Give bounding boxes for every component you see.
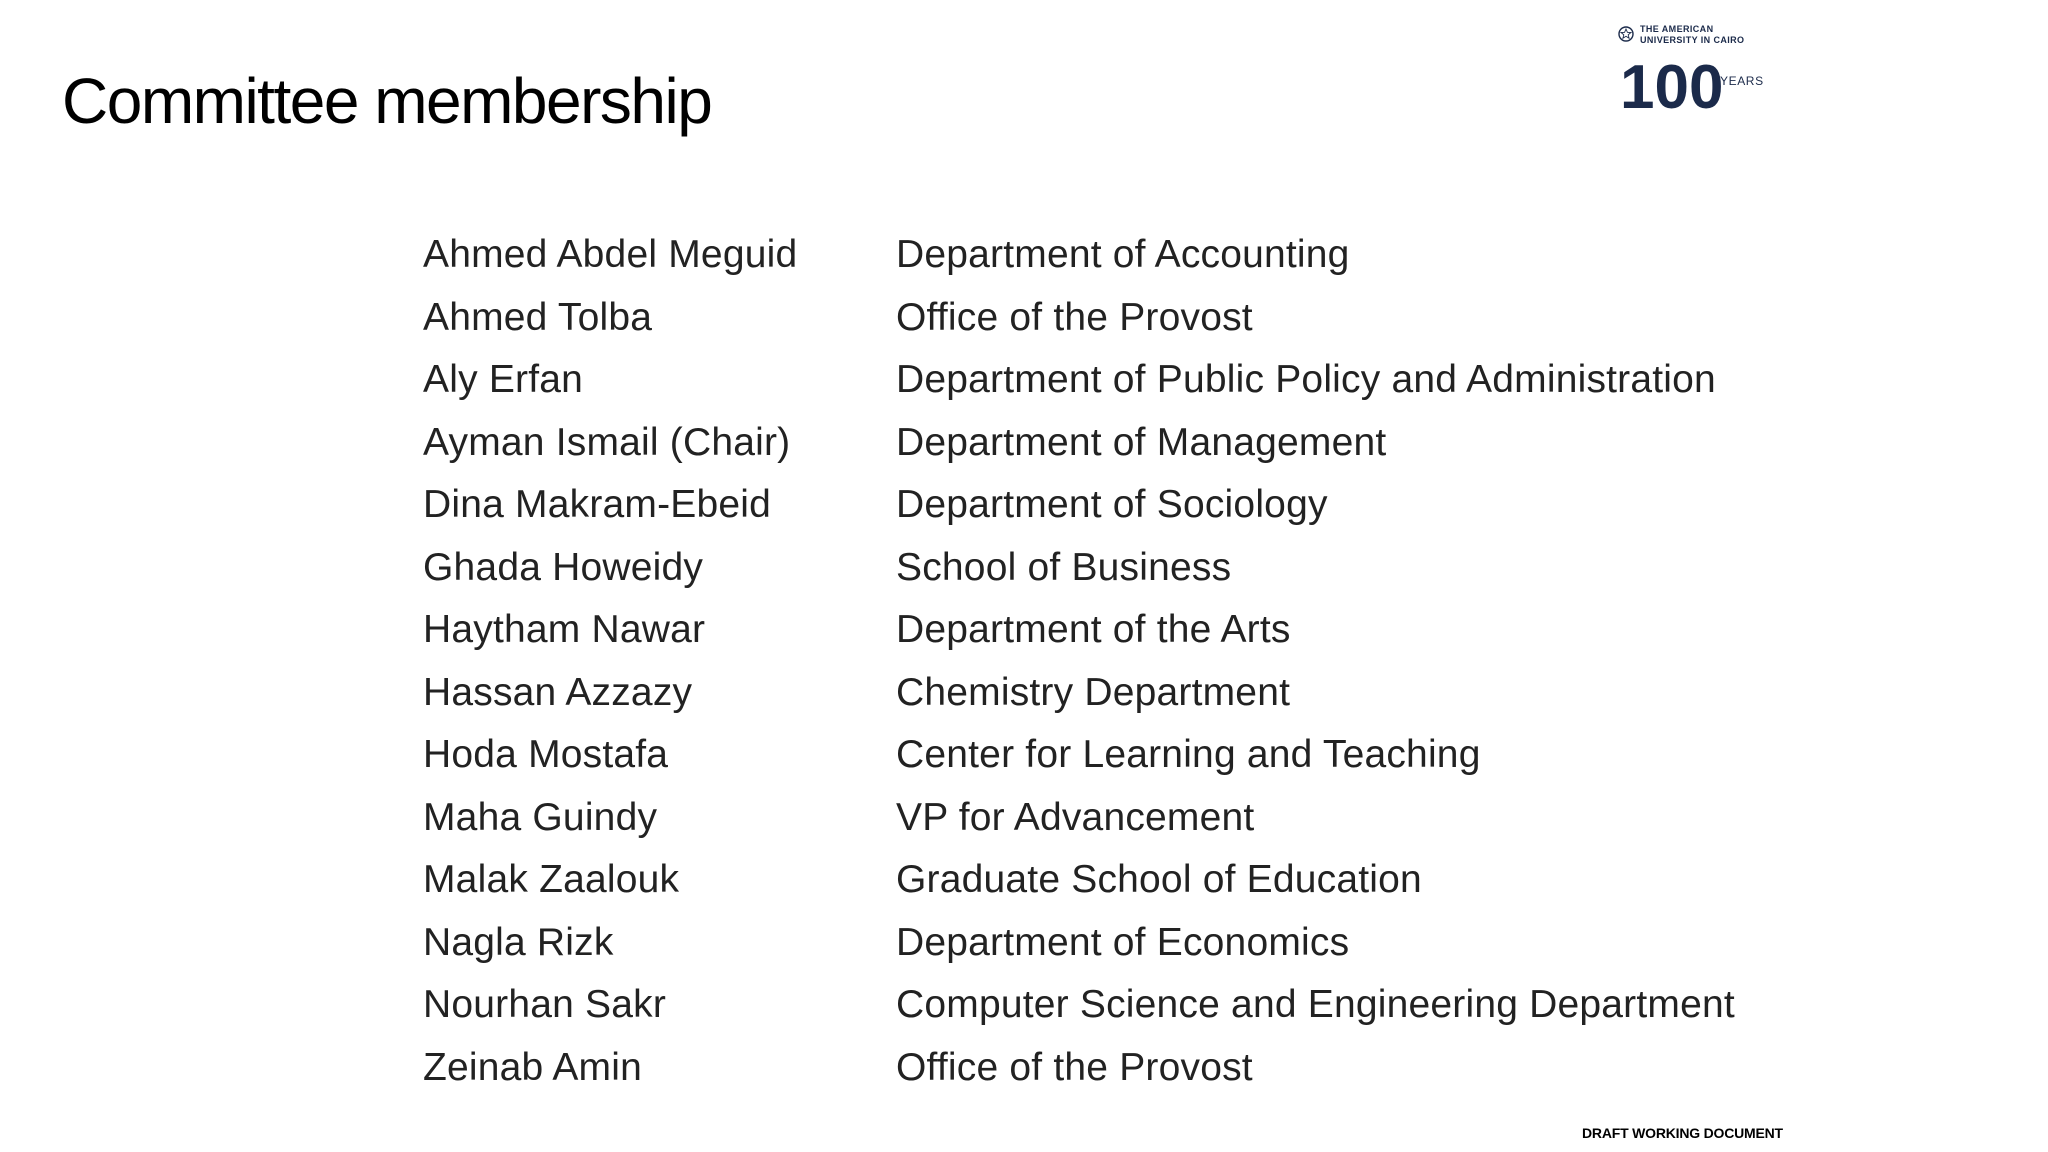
member-name: Maha Guindy	[423, 795, 658, 839]
member-row	[423, 224, 1823, 287]
committee-member-list	[423, 224, 1823, 1099]
member-name: Dina Makram-Ebeid	[423, 483, 772, 527]
member-row	[423, 662, 1823, 725]
member-department: Department of Management	[896, 420, 1387, 464]
draft-document-note: DRAFT WORKING DOCUMENT	[1582, 1125, 1783, 1141]
member-department: Department of Accounting	[896, 233, 1350, 277]
member-name: Ayman Ismail (Chair)	[423, 420, 791, 464]
member-name: Ghada Howeidy	[423, 545, 704, 589]
logo-university-line-1: THE AMERICAN	[1640, 24, 1714, 34]
member-department: School of Business	[896, 545, 1232, 589]
member-row	[423, 599, 1823, 662]
member-department: VP for Advancement	[896, 795, 1255, 839]
member-department: Center for Learning and Teaching	[896, 733, 1481, 777]
member-row	[423, 974, 1823, 1037]
member-name: Hoda Mostafa	[423, 733, 669, 777]
member-department: Office of the Provost	[896, 1045, 1253, 1089]
member-name: Ahmed Tolba	[423, 295, 653, 339]
logo-university-line-2: UNIVERSITY IN CAIRO	[1640, 35, 1745, 45]
member-row	[423, 724, 1823, 787]
member-row	[423, 787, 1823, 850]
member-name: Malak Zaalouk	[423, 858, 680, 902]
hundred-years-mark	[1620, 50, 1730, 112]
member-row	[423, 412, 1823, 475]
member-department: Department of the Arts	[896, 608, 1291, 652]
member-department: Department of Sociology	[896, 483, 1328, 527]
member-row	[423, 474, 1823, 537]
member-department: Chemistry Department	[896, 670, 1291, 714]
member-department: Office of the Provost	[896, 295, 1253, 339]
member-department: Department of Economics	[896, 920, 1350, 964]
auc-seal-icon	[1618, 26, 1634, 42]
member-name: Haytham Nawar	[423, 608, 706, 652]
logo-hundred-text: 100	[1620, 53, 1724, 112]
member-row	[423, 537, 1823, 600]
member-name: Ahmed Abdel Meguid	[423, 233, 798, 277]
member-row	[423, 1037, 1823, 1100]
auc-100-years-logo	[1612, 22, 1782, 118]
member-name: Nagla Rizk	[423, 920, 614, 964]
member-name: Hassan Azzazy	[423, 670, 693, 714]
member-row	[423, 849, 1823, 912]
member-row	[423, 349, 1823, 412]
member-department: Computer Science and Engineering Department	[896, 983, 1735, 1027]
member-name: Aly Erfan	[423, 358, 584, 402]
member-department: Department of Public Policy and Administration	[896, 358, 1716, 402]
slide-title: Committee membership	[62, 65, 712, 137]
member-row	[423, 912, 1823, 975]
member-name: Zeinab Amin	[423, 1045, 642, 1089]
member-row	[423, 287, 1823, 350]
logo-years-label: YEARS	[1720, 74, 1764, 88]
member-department: Graduate School of Education	[896, 858, 1422, 902]
member-name: Nourhan Sakr	[423, 983, 667, 1027]
